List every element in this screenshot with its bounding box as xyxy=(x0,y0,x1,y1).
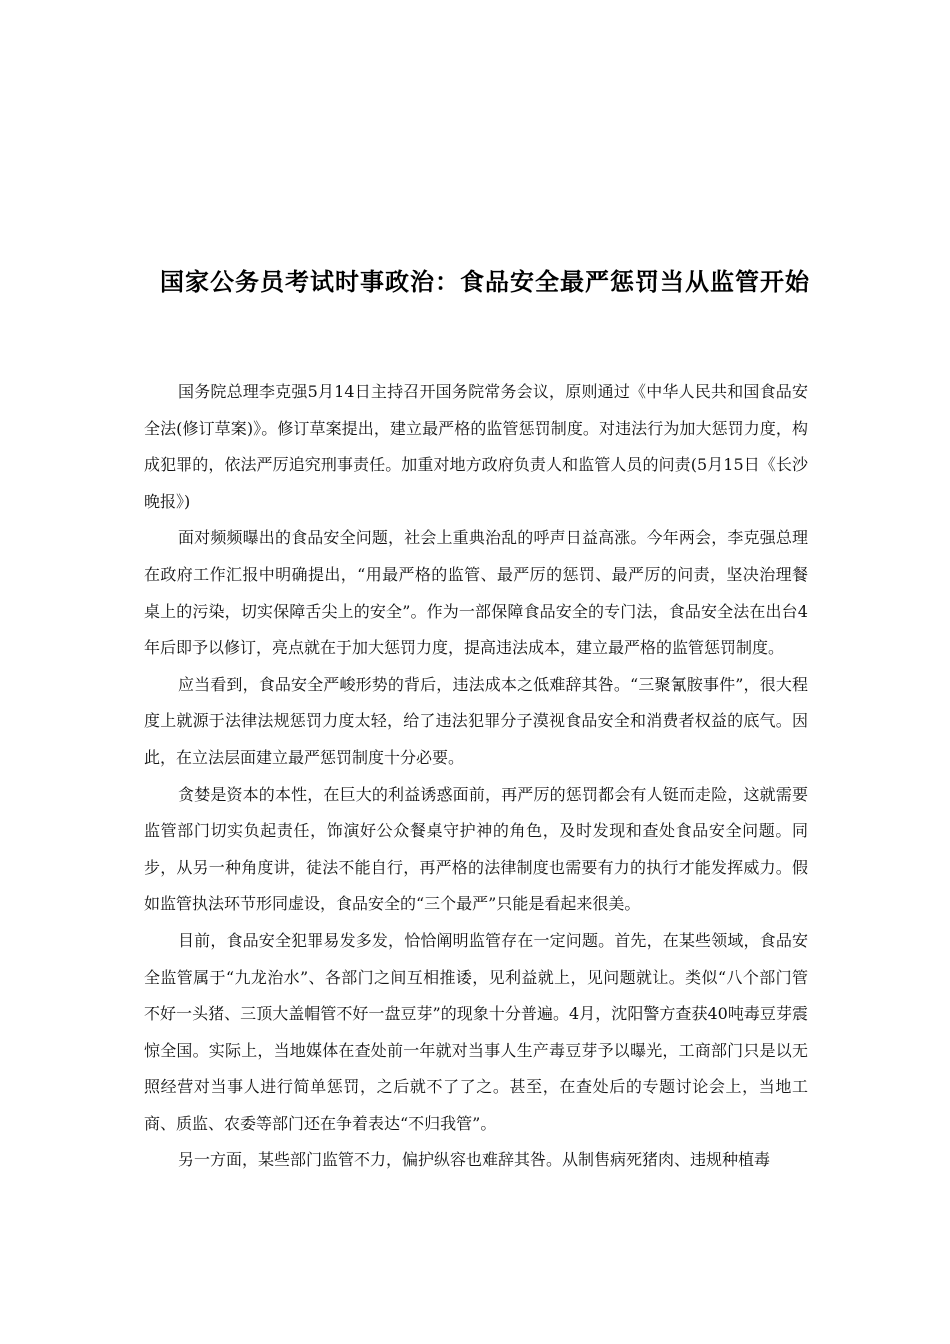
paragraph-6: 另一方面，某些部门监管不力，偏护纵容也难辞其咎。从制售病死猪肉、违规种植毒 xyxy=(178,1150,771,1170)
paragraph-4: 贪婪是资本的本性，在巨大的利益诱惑面前，再严厉的惩罚都会有人铤而走险，这就需要监管部门切实负起责任，饰演好公众餐桌守护神的角色，及时发现和查处食品安全问题。同步，从另一种角度讲，徒法不能自行，再严格的法律制度也需要有力的执行才能发挥威力。假如监管执法环节形同虚设，食品安全的“三个最严”只能是看起来很美。 xyxy=(144,784,808,914)
document-body xyxy=(144,374,808,1179)
paragraph-2: 面对频频曝出的食品安全问题，社会上重典治乱的呼声日益高涨。今年两会，李克强总理在政府工作汇报中明确提出，“用最严格的监管、最严厉的惩罚、最严厉的问责，坚决治理餐桌上的污染，切实保障舌尖上的安全”。作为一部保障食品安全的专门法，食品安全法在出台4年后即予以修订，亮点就在于加大惩罚力度，提高违法成本，建立最严格的监管惩罚制度。 xyxy=(144,528,808,658)
paragraph-1: 国务院总理李克强5月14日主持召开国务院常务会议，原则通过《中华人民共和国食品安全法(修订草案)》。修订草案提出，建立最严格的监管惩罚制度。对违法行为加大惩罚力度，构成犯罪的，依法严厉追究刑事责任。加重对地方政府负责人和监管人员的问责(5月15日《长沙晚报》) xyxy=(144,382,808,511)
paragraph-5: 目前，食品安全犯罪易发多发，恰恰阐明监管存在一定问题。首先，在某些领域，食品安全监管属于“九龙治水”、各部门之间互相推诿，见利益就上，见问题就让。类似“八个部门管不好一头猪、三顶大盖帽管不好一盘豆芽”的现象十分普遍。4月，沈阳警方查获40吨毒豆芽震惊全国。实际上，当地媒体在查处前一年就对当事人生产毒豆芽予以曝光，工商部门只是以无照经营对当事人进行简单惩罚，之后就不了了之。甚至，在查处后的专题讨论会上，当地工商、质监、农委等部门还在争着表达“不归我管”。 xyxy=(144,930,808,1133)
document-title: 国家公务员考试时事政治：食品安全最严惩罚当从监管开始 xyxy=(160,268,810,296)
paragraph-3: 应当看到，食品安全严峻形势的背后，违法成本之低难辞其咎。“三聚氰胺事件”，很大程度上就源于法律法规惩罚力度太轻，给了违法犯罪分子漠视食品安全和消费者权益的底气。因此，在立法层面建立最严惩罚制度十分必要。 xyxy=(144,674,808,767)
